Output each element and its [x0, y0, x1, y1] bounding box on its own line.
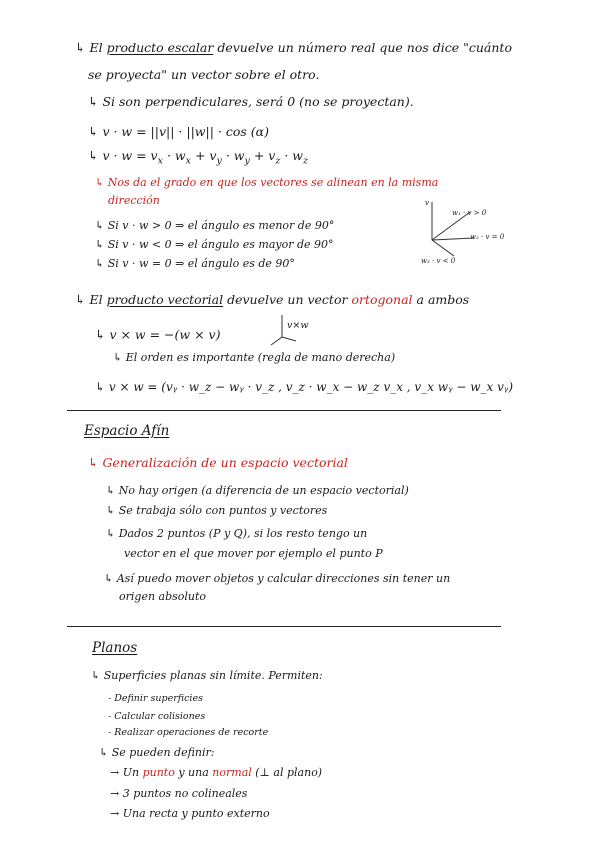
vectorial-term: producto vectorial [106, 292, 224, 307]
vectorial-line-1: ↳ El producto vectorial devuelve un vector ortogonal a ambos [75, 292, 470, 307]
escalar-line-1 [75, 40, 512, 55]
escalar-red-note-1: ↳ Nos da el grado en que los vectores se alinean en la misma [95, 176, 439, 189]
afin-item-no-origen: ↳ No hay origen (a diferencia de un espacio vectorial) [106, 484, 409, 497]
vectorial-ortogonal: ortogonal [351, 292, 413, 307]
sketch-label-negative: w₃ · v < 0 [421, 257, 456, 265]
section-divider-1 [67, 410, 501, 411]
afin-title: Espacio Afín [84, 423, 170, 439]
escalar-formula-norms: ↳ v · w = ||v|| · ||w|| · cos (α) [88, 124, 269, 139]
escalar-case-negative: ↳ Si v · w < 0 ⇒ el ángulo es mayor de 90° [95, 238, 334, 251]
planos-use-superficies: - Definir superficies [108, 693, 203, 704]
sketch-vector-w2 [432, 238, 474, 240]
escalar-perpendicular: ↳ Si son perpendiculares, será 0 (no se proyectan). [88, 94, 414, 109]
escalar-line-2: se proyecta" un vector sobre el otro. [88, 67, 320, 82]
planos-punto: punto [142, 766, 175, 779]
afin-item-puntos-vectores: ↳ Se trabaja sólo con puntos y vectores [106, 504, 328, 517]
planos-def-recta-punto: → Una recta y punto externo [110, 807, 270, 820]
cross-product-axis-label: v×w [287, 320, 309, 331]
vectorial-components: ↳ v × w = (vᵧ · w_z − wᵧ · v_z , v_z · w_x − w_z v_x , v_x wᵧ − w_x vᵧ) [95, 380, 514, 394]
planos-def-punto-normal: → Un punto y una normal (⊥ al plano) [110, 766, 323, 779]
escalar-formula-components: ↳ $v \cdot w = v_x \cdot w_x + v_y \cdot w_y + v_z \cdot w_z$ [88, 148, 308, 167]
vectorial-anticommutative: ↳ v × w = −(w × v) [95, 327, 221, 342]
sketch-label-positive: w₁ · v > 0 [452, 209, 487, 217]
vectorial-orden: ↳ El orden es importante (regla de mano derecha) [113, 351, 396, 364]
planos-normal: normal [212, 766, 252, 779]
planos-title: Planos [92, 640, 138, 656]
planos-definir: ↳ Se pueden definir: [99, 746, 215, 759]
section-divider-2 [67, 626, 501, 627]
escalar-line-1-rest: devuelve un número real que nos dice "cuánto [217, 40, 512, 55]
planos-use-recorte: - Realizar operaciones de recorte [108, 727, 269, 738]
escalar-term: producto escalar [106, 40, 214, 55]
planos-intro: ↳ Superficies planas sin límite. Permiten: [91, 669, 323, 682]
planos-def-tres-puntos: → 3 puntos no colineales [110, 787, 248, 800]
escalar-prefix: ↳ El [75, 40, 103, 55]
sketch-label-zero: w₂ · v = 0 [470, 233, 505, 241]
sketch-label-v: v [425, 199, 429, 207]
afin-item-asi-puedo-cont: origen absoluto [119, 590, 207, 603]
afin-item-dados-puntos: ↳ Dados 2 puntos (P y Q), si los resto tengo un [106, 527, 368, 540]
escalar-case-positive: ↳ Si v · w > 0 ⇒ el ángulo es menor de 90° [95, 219, 335, 232]
planos-use-colisiones: - Calcular colisiones [108, 711, 206, 722]
escalar-case-zero: ↳ Si v · w = 0 ⇒ el ángulo es de 90° [95, 257, 295, 270]
escalar-red-note-2: dirección [108, 194, 160, 207]
afin-item-asi-puedo: ↳ Así puedo mover objetos y calcular direcciones sin tener un [104, 572, 451, 585]
afin-generalizacion: ↳ Generalización de un espacio vectorial [88, 455, 348, 470]
afin-item-dados-puntos-cont: vector en el que mover por ejemplo el punto P [124, 547, 383, 560]
